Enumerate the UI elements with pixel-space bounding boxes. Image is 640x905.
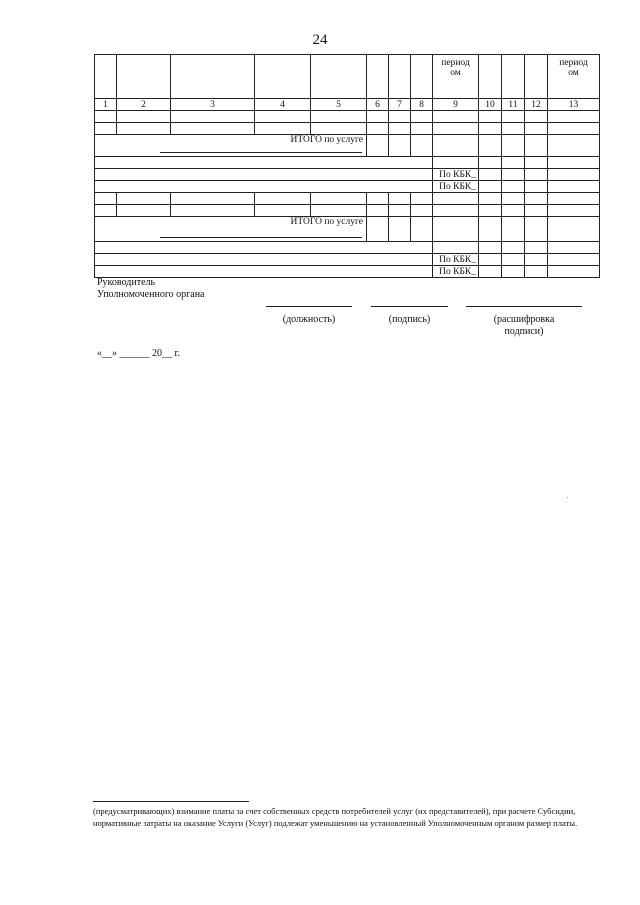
kbk-row [95,254,600,266]
signatory-title-line1: Руководитель [97,277,156,288]
header-period-col13: период ом [548,55,600,99]
kbk-row [95,266,600,278]
column-number: 8 [411,99,433,111]
signatory-title [97,277,205,301]
kbk-row [95,169,600,181]
date-line: «__» ______ 20__ г. [97,348,180,359]
footnote-text: (предусматривающих) взимание платы за счет собственных средств потребителей услуг (их представителей), при расчете Субсидии, нормативные затраты на оказание Услуги (Услуг) подлежат уменьшению на установленный Уполномоченным органом размер платы. [93,806,578,828]
total-cell [95,135,367,157]
kbk-label: По КБК_ [433,266,479,278]
table-row [95,193,600,205]
table-row [95,111,600,123]
column-number-row [95,99,600,111]
scan-speck [567,497,568,498]
column-number: 10 [479,99,502,111]
table-header-row [95,55,600,99]
total-row [95,135,600,157]
table-row [95,123,600,135]
column-number: 6 [367,99,389,111]
kbk-label: По КБК_ [433,169,479,181]
column-number: 4 [255,99,311,111]
column-number: 7 [389,99,411,111]
caption-decoding-line2: подписи) [504,326,544,337]
decoding-line [466,306,582,307]
caption-signature: (подпись) [388,314,431,325]
header-period-col9: период ом [433,55,479,99]
report-table [94,54,600,278]
kbk-row [95,181,600,193]
total-label: ИТОГО по услуге [290,135,363,145]
table-row [95,157,600,169]
service-name-underline [160,152,362,153]
column-number: 1 [95,99,117,111]
column-number: 5 [311,99,367,111]
caption-decoding-line1: (расшифровка [493,314,555,325]
total-cell [95,217,367,242]
column-number: 11 [502,99,525,111]
service-name-underline [160,237,362,238]
position-line [266,306,352,307]
footnote-separator [93,801,249,802]
column-number: 12 [525,99,548,111]
column-number: 3 [171,99,255,111]
total-label: ИТОГО по услуге [290,217,363,227]
caption-position: (должность) [282,314,336,325]
table-row [95,242,600,254]
signatory-title-line2: Уполномоченного органа [97,289,205,300]
caption-decoding [466,314,582,338]
table-row [95,205,600,217]
kbk-label: По КБК_ [433,254,479,266]
page-number: 24 [312,32,328,48]
column-number: 2 [117,99,171,111]
total-row [95,217,600,242]
signature-line [371,306,448,307]
column-number: 9 [433,99,479,111]
kbk-label: По КБК_ [433,181,479,193]
column-number: 13 [548,99,600,111]
